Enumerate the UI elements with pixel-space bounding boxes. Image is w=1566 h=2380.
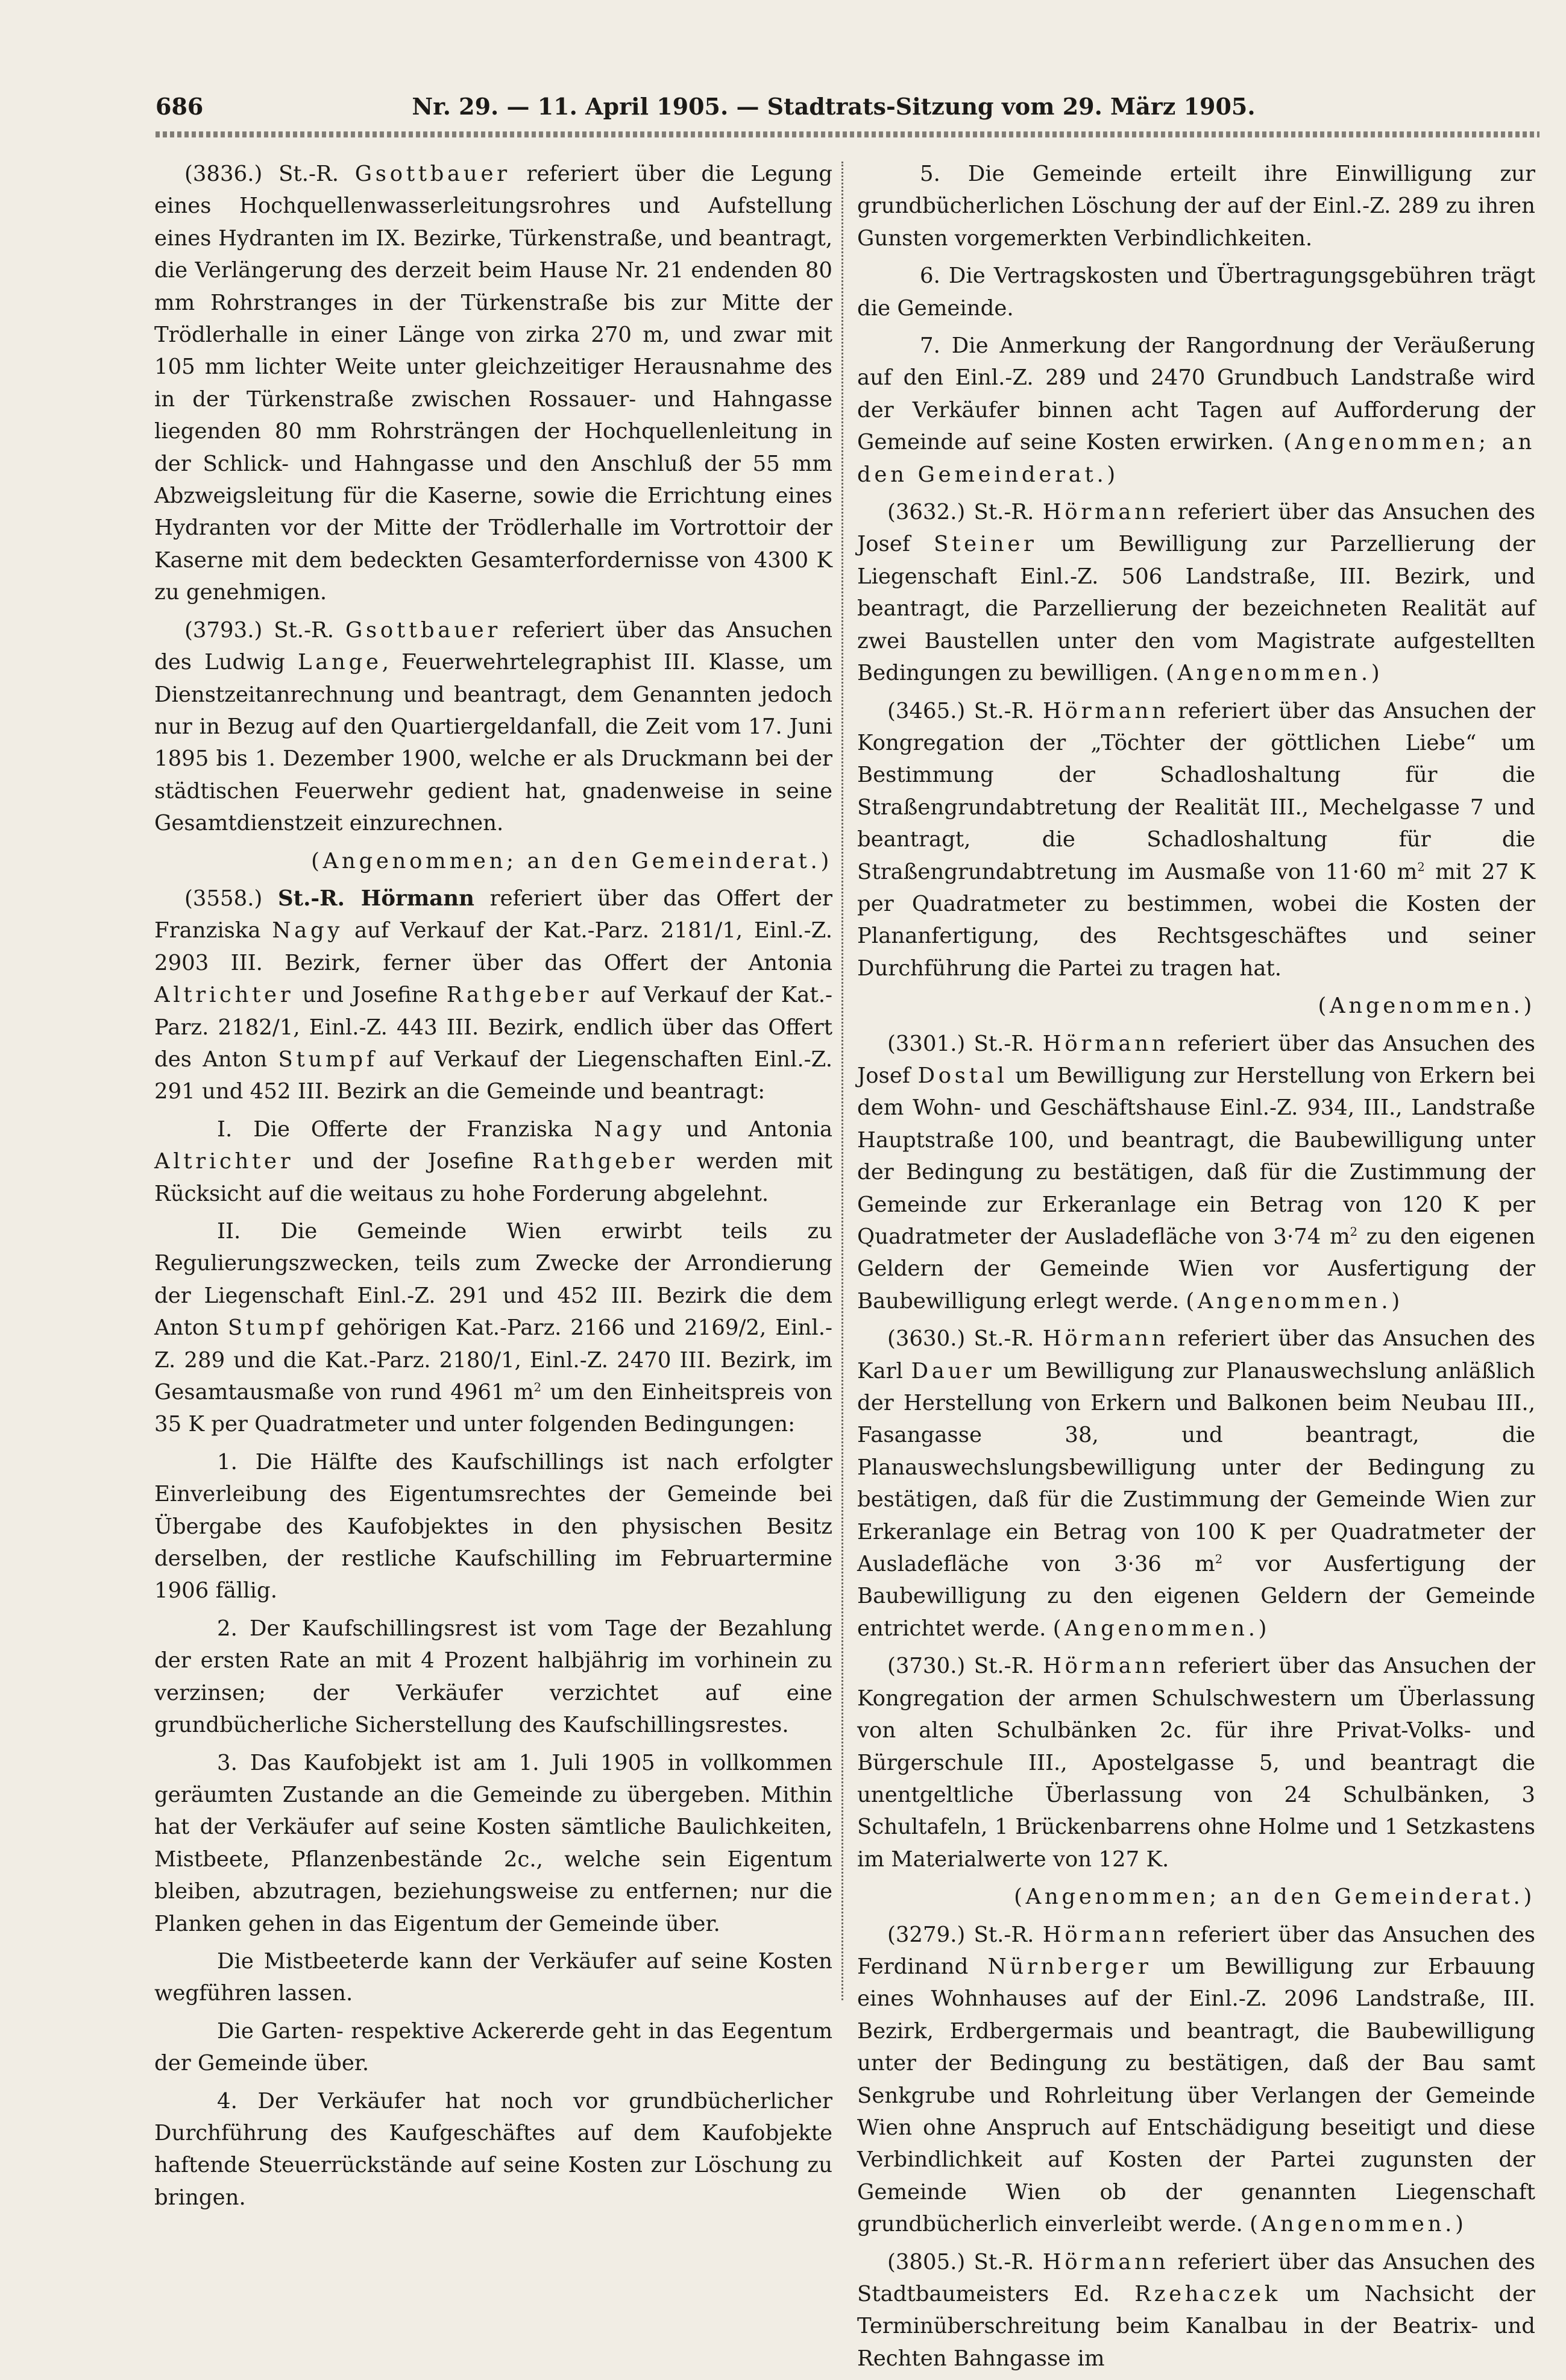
person-name: Nagy <box>272 918 344 943</box>
page-header <box>156 90 1512 127</box>
paragraph-3279: (3279.) St.-R. Hörmann referiert über das Ansuchen des Ferdinand Nürnberger um Bewilligung zur Erbauung eines Wohnhauses auf der Einl.-Z. 2096 Landstraße, III. Bezirk, Erdbergermais und beantragt, die Baubewilligung unter der Bedingung zu bestätigen, daß der Bau samt Senkgrube und Rohrleitung über Verlangen der Gemeinde Wien ohne Anspruch auf Entschädigung beseitigt und diese Verbindlichkeit auf Kosten der Partei zugunsten der Gemeinde Wien ob der genannten Liegenschaft grundbücherlich einverleibt werde. (Angenommen.) <box>857 1922 1535 2237</box>
decision-note: (Angenommen.) <box>1052 1616 1271 1641</box>
paragraph-3836: (3836.) St.-R. Gsottbauer referiert über die Legung eines Hochquellenwasserleitungsrohres und Aufstellung eines Hydranten im IX. Bezirke, Türkenstraße, und beantragt, die Verlängerung des derzeit beim Hause Nr. 21 endenden 80 mm Rohrstranges in der Türkenstraße bis zur Mitte der Trödlerhalle in einer Länge von zirka 270 m, und zwar mit 105 mm lichter Weite unter gleichzeitiger Herausnahme des in der Türkenstraße zwischen Rossauer- und Hahngasse liegenden 80 mm Rohrsträngen der Hochquellenleitung in der Schlick- und Hahngasse und den Anschluß der 55 mm Abzweigsleitung für die Kaserne, sowie die Errichtung eines Hydranten vor der Mitte der Trödlerhalle im Vortrottoir der Kaserne mit dem bedeckten Gesamterfordernisse von 4300 K zu genehmigen. <box>154 162 832 605</box>
condition-2: 2. Der Kaufschillingsrest ist vom Tage der Bezahlung der ersten Rate an mit 4 Prozent halbjährig im vorhinein zu verzinsen; der Verkäufer verzichtet auf eine grundbücherliche Sicherstellung des Kaufschillingsrestes. <box>154 1616 832 1738</box>
person-name: Lange <box>297 650 382 675</box>
person-name: Hörmann <box>1042 1031 1169 1056</box>
decision-note: (Angenommen.) <box>1186 1288 1403 1314</box>
clause-1: I. Die Offerte der Franziska Nagy und Antonia Altrichter und der Josefine Rathgeber werden mit Rücksicht auf die weitaus zu hohe Forderung abgelehnt. <box>154 1116 833 1206</box>
person-name: Altrichter <box>154 1149 294 1174</box>
paragraph-3465: (3465.) St.-R. Hörmann referiert über das Ansuchen der Kongregation der „Töchter der göttlichen Liebe“ um Bestimmung der Schadloshaltung für die Straßengrundabtretung der Realität III., Mechelgasse 7 und beantragt, die Schadloshaltung für die Straßengrundabtretung im Ausmaße von 11·60 $m^2$ mit 27 K per Quadratmeter zu bestimmen, wobei die Kosten der Plananfertigung, des Rechtsgeschäftes und seiner Durchführung die Partei zu tragen hat. <box>857 698 1535 981</box>
paragraph-3301: (3301.) St.-R. Hörmann referiert über das Ansuchen des Josef Dostal um Bewilligung zur Herstellung von Erkern bei dem Wohn- und Geschäftshause Einl.-Z. 934, III., Landstraße Hauptstraße 100, und beantragt, die Baubewilligung unter der Bedingung zu bestätigen, daß für die Zustimmung der Gemeinde zur Erkeranlage ein Betrag von 120 K per Quadratmeter der Ausladefläche von 3·74 $m^2$ zu den eigenen Geldern der Gemeinde Wien vor Ausfertigung der Baubewilligung erlegt werde. (Angenommen.) <box>857 1031 1535 1314</box>
person-name: Hörmann <box>1042 500 1169 525</box>
condition-3-note-a: Die Mistbeeterde kann der Verkäufer auf seine Kosten wegführen lassen. <box>154 1948 832 2006</box>
person-name: Dostal <box>917 1063 1008 1088</box>
decision-note: (Angenommen; an den Gemeinderat.) <box>1014 1884 1535 1910</box>
person-name: Hörmann <box>1043 698 1169 723</box>
person-name: Hörmann <box>1042 1922 1169 1947</box>
person-name: Rzehaczek <box>1134 2282 1281 2306</box>
person-name: Dauer <box>911 1358 995 1384</box>
condition-7: 7. Die Anmerkung der Rangordnung der Veräußerung auf den Einl.-Z. 289 und 2470 Grundbuch Landstraße wird der Verkäufer binnen acht Tagen auf Aufforderung der Gemeinde auf seine Kosten erwirken. (Angenommen; an den Gemeinderat.) <box>857 333 1535 487</box>
paragraph-3793: (3793.) St.-R. Gsottbauer referiert über das Ansuchen des Ludwig Lange, Feuerwehrtelegraphist III. Klasse, um Dienstzeitanrechnung und beantragt, dem Genannten jedoch nur in Bezug auf den Quartiergeldanfall, die Zeit vom 17. Juni 1895 bis 1. Dezember 1900, welche er als Druckmann bei der städtischen Feuerwehr gedient hat, gnadenweise in seine Gesamtdienstzeit einzurechnen. <box>154 617 833 836</box>
condition-3: 3. Das Kaufobjekt ist am 1. Juli 1905 in vollkommen geräumten Zustande an die Gemeinde zu übergeben. Mithin hat der Verkäufer auf seine Kosten sämtliche Baulichkeiten, Mistbeete, Pflanzenbestände 2c., welche sein Eigentum bleiben, abzutragen, beziehungsweise zu entfernen; nur die Planken gehen in das Eigentum der Gemeinde über. <box>154 1750 832 1936</box>
left-column <box>154 158 832 2219</box>
person-name: Hörmann <box>1043 1654 1169 1679</box>
header-title: Nr. 29. — 11. April 1905. — Stadtrats-Sitzung vom 29. März 1905. <box>412 93 1256 120</box>
person-name: Steiner <box>934 532 1037 557</box>
person-name: Rathgeber <box>532 1149 678 1174</box>
person-name: Gsottbauer <box>354 162 511 186</box>
decision-note: (Angenommen.) <box>1318 993 1535 1019</box>
condition-3-note-b: Die Garten- respektive Ackererde geht in das Eegentum der Gemeinde über. <box>154 2018 832 2076</box>
person-name: Hörmann <box>1042 1326 1169 1352</box>
person-name: Rathgeber <box>446 983 593 1008</box>
person-name: Stumpf <box>278 1047 378 1072</box>
decision-note: (Angenommen; an den Gemeinderat.) <box>857 430 1535 487</box>
paragraph-3730: (3730.) St.-R. Hörmann referiert über das Ansuchen der Kongregation der armen Schulschwestern um Überlassung von alten Schulbänken 2c. für ihre Privat-Volks- und Bürgerschule III., Apostelgasse 5, und beantragt die unentgeltliche Überlassung von 24 Schulbänken, 3 Schultafeln, 1 Brückenbarrens ohne Holme und 1 Setzkastens im Materialwerte von 127 K. <box>857 1654 1535 1872</box>
condition-5: 5. Die Gemeinde erteilt ihre Einwilligung zur grundbücherlichen Löschung der auf der Einl.-Z. 289 zu ihren Gunsten vorgemerkten Verbindlichkeiten. <box>857 162 1535 251</box>
header-rule <box>156 131 1539 137</box>
speaker-name: St.-R. Hörmann <box>278 886 474 911</box>
person-name: Nürnberger <box>987 1954 1152 1979</box>
condition-4: 4. Der Verkäufer hat noch vor grundbücherlicher Durchführung des Kaufgeschäftes auf dem Kaufobjekte haftende Steuerrückstände auf seine Kosten zur Löschung zu bringen. <box>154 2088 832 2210</box>
right-column <box>857 158 1535 2380</box>
decision-note: (Angenommen.) <box>1250 2212 1467 2237</box>
person-name: Altrichter <box>154 983 294 1008</box>
paragraph-3632: (3632.) St.-R. Hörmann referiert über das Ansuchen des Josef Steiner um Bewilligung zur Parzellierung der Liegenschaft Einl.-Z. 506 Landstraße, III. Bezirk, und beantragt, die Parzellierung der bezeichneten Realität auf zwei Baustellen unter den vom Magistrate aufgestellten Bedingungen zu bewilligen. (Angenommen.) <box>857 500 1535 686</box>
paragraph-3805: (3805.) St.-R. Hörmann referiert über das Ansuchen des Stadtbaumeisters Ed. Rzehaczek um Nachsicht der Terminüberschreitung beim Kanalbau in der Beatrix- und Rechten Bahngasse im <box>857 2249 1535 2371</box>
person-name: Nagy <box>594 1116 665 1142</box>
person-name: Hörmann <box>1042 2249 1169 2275</box>
column-divider <box>841 162 843 2000</box>
person-name: Stumpf <box>227 1315 328 1341</box>
page-number: 686 <box>156 93 204 120</box>
paragraph-3630: (3630.) St.-R. Hörmann referiert über das Ansuchen des Karl Dauer um Bewilligung zur Planauswechslung anläßlich der Herstellung von Erkern und Balkonen beim Neubau III., Fasangasse 38, und beantragt, die Planauswechslungsbewilligung unter der Bedingung zu bestätigen, daß für die Zustimmung der Gemeinde Wien zur Erkeranlage ein Betrag von 100 K per Quadratmeter der Ausladefläche von 3·36 $m^2$ vor Ausfertigung der Baubewilligung zu den eigenen Geldern der Gemeinde entrichtet werde. (Angenommen.) <box>857 1326 1535 1641</box>
clause-2: II. Die Gemeinde Wien erwirbt teils zu Regulierungszwecken, teils zum Zwecke der Arrondierung der Liegenschaft Einl.-Z. 291 und 452 III. Bezirk die dem Anton Stumpf gehörigen Kat.-Parz. 2166 und 2169/2, Einl.-Z. 289 und die Kat.-Parz. 2180/1, Einl.-Z. 2470 III. Bezirk, im Gesamtausmaße von rund 4961 $m^2$ um den Einheitspreis von 35 K per Quadratmeter und unter folgenden Bedingungen: <box>154 1219 832 1437</box>
condition-1: 1. Die Hälfte des Kaufschillings ist nach erfolgter Einverleibung des Eigentumsrechtes der Gemeinde bei Übergabe des Kaufobjektes in den physischen Besitz derselben, der restliche Kaufschilling im Februartermine 1906 fällig. <box>154 1449 832 1604</box>
paragraph-3558: (3558.) St.-R. Hörmann referiert über das Offert der Franziska Nagy auf Verkauf der Kat.-Parz. 2181/1, Einl.-Z. 2903 III. Bezirk, ferner über das Offert der Antonia Altrichter und Josefine Rathgeber auf Verkauf der Kat.-Parz. 2182/1, Einl.-Z. 443 III. Bezirk, endlich über das Offert des Anton Stumpf auf Verkauf der Liegenschaften Einl.-Z. 291 und 452 III. Bezirk an die Gemeinde und beantragt: <box>154 886 833 1104</box>
condition-6: 6. Die Vertragskosten und Übertragungsgebühren trägt die Gemeinde. <box>857 263 1535 321</box>
person-name: Gsottbauer <box>345 617 501 643</box>
decision-note: (Angenommen; an den Gemeinderat.) <box>311 848 832 874</box>
decision-note: (Angenommen.) <box>1165 661 1383 686</box>
